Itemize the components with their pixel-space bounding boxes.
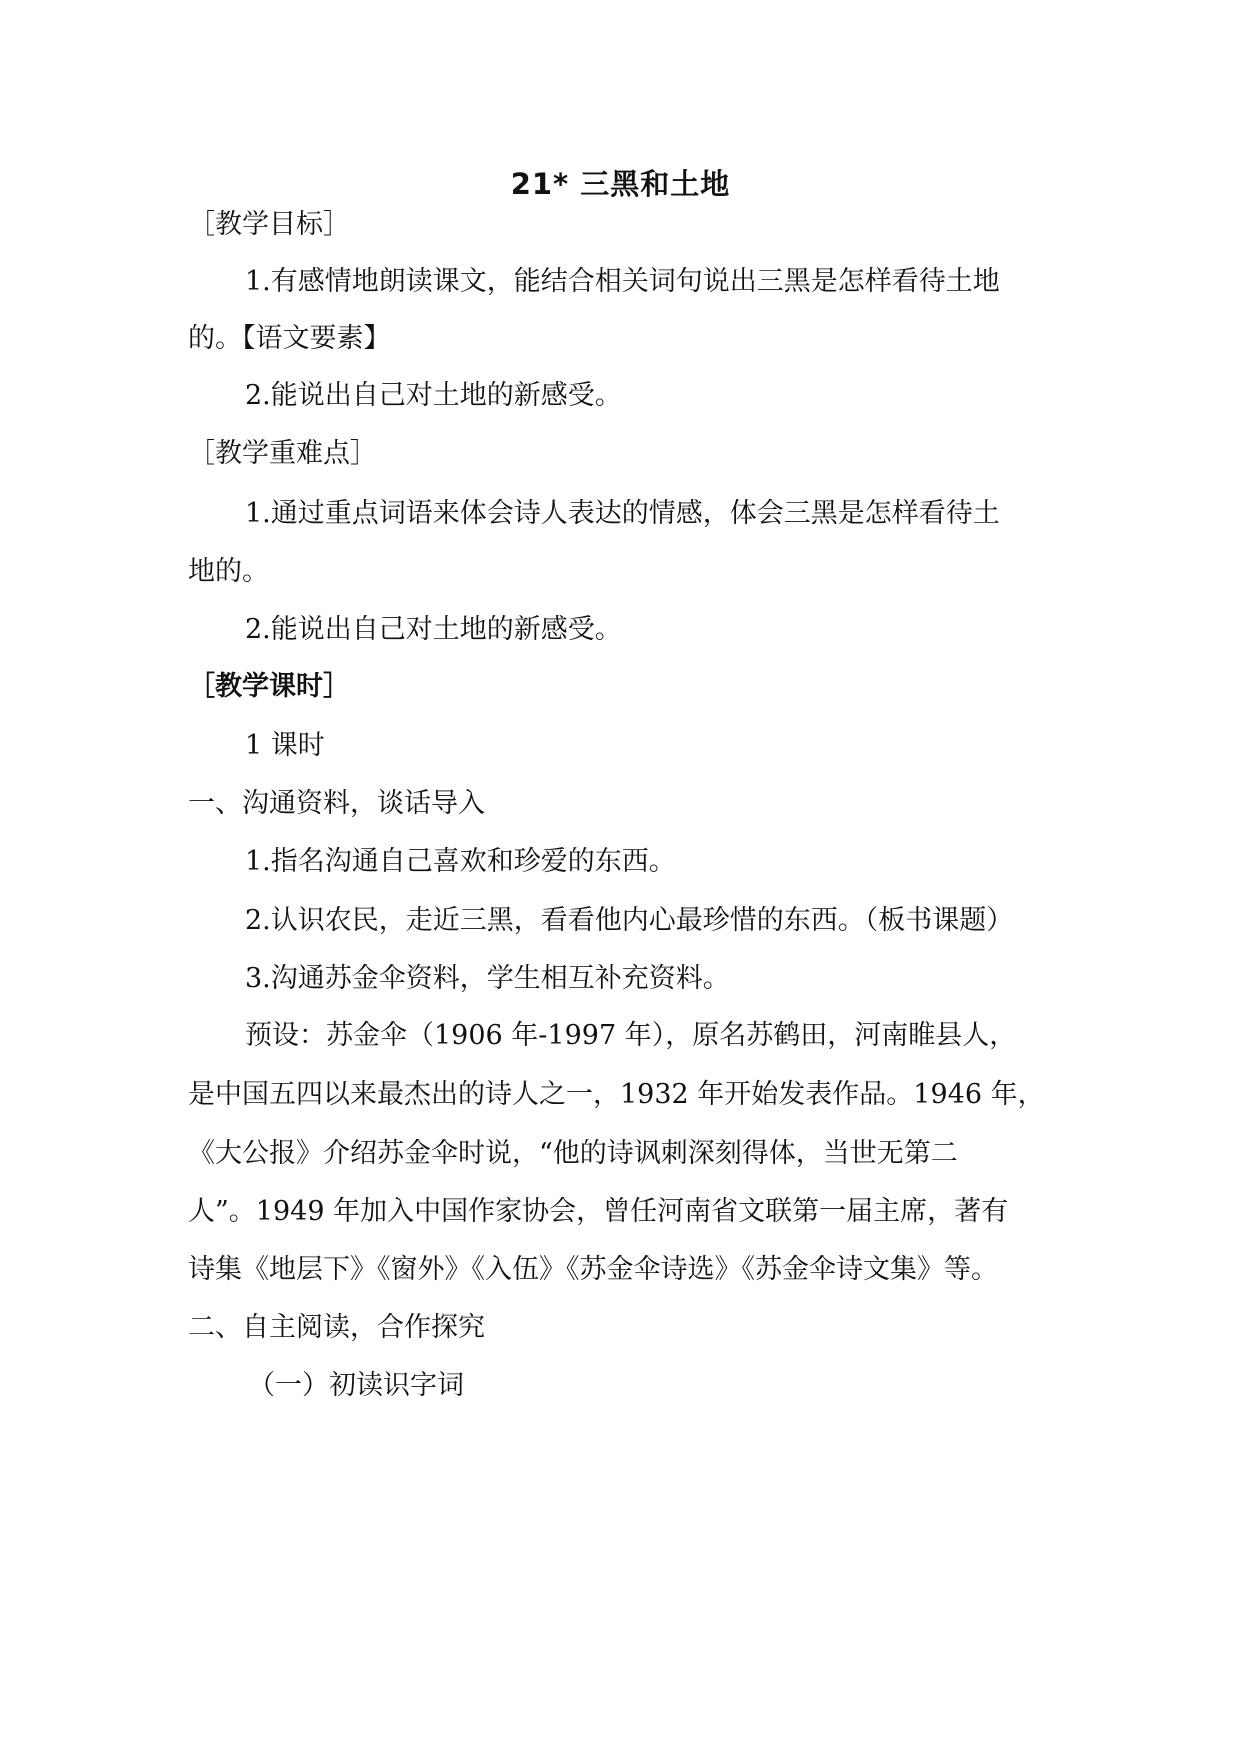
section-1-heading: 一、沟通资料，谈话导入 bbox=[188, 788, 485, 819]
section-2-heading: 二、自主阅读，合作探究 bbox=[188, 1312, 485, 1343]
goal-1-line-1: 1.有感情地朗读课文，能结合相关词句说出三黑是怎样看待土地 bbox=[245, 266, 1000, 297]
goal-1-line-2: 的。【语文要素】 bbox=[188, 323, 391, 354]
section-2-subheading: （一）初读识字词 bbox=[248, 1370, 464, 1401]
heading-teaching-goals: ［教学目标］ bbox=[188, 209, 350, 240]
heading-class-hours: ［教学课时］ bbox=[188, 671, 350, 702]
class-hours-value: 1 课时 bbox=[245, 730, 325, 761]
difficulty-1-line-2: 地的。 bbox=[188, 556, 269, 587]
section-1-item-2: 2.认识农民，走近三黑，看看他内心最珍惜的东西。（板书课题） bbox=[245, 905, 1014, 936]
preset-line-1: 预设：苏金伞（1906 年-1997 年），原名苏鹤田，河南睢县人， bbox=[245, 1020, 1017, 1051]
lesson-title: 21* 三黑和土地 bbox=[510, 167, 731, 201]
preset-line-5: 诗集《地层下》《窗外》《入伍》《苏金伞诗选》《苏金伞诗文集》等。 bbox=[188, 1254, 998, 1285]
difficulty-2: 2.能说出自己对土地的新感受。 bbox=[245, 614, 622, 645]
preset-line-3: 《大公报》介绍苏金伞时说，“他的诗讽刺深刻得体，当世无第二 bbox=[188, 1138, 958, 1169]
difficulty-1-line-1: 1.通过重点词语来体会诗人表达的情感，体会三黑是怎样看待土 bbox=[245, 498, 1000, 529]
preset-line-4: 人”。1949 年加入中国作家协会，曾任河南省文联第一届主席，著有 bbox=[188, 1196, 1009, 1227]
preset-line-2: 是中国五四以来最杰出的诗人之一，1932 年开始发表作品。1946 年， bbox=[188, 1079, 1045, 1110]
section-1-item-3: 3.沟通苏金伞资料，学生相互补充资料。 bbox=[245, 963, 730, 994]
section-1-item-1: 1.指名沟通自己喜欢和珍爱的东西。 bbox=[245, 846, 676, 877]
goal-2: 2.能说出自己对土地的新感受。 bbox=[245, 380, 622, 411]
heading-key-difficulties: ［教学重难点］ bbox=[188, 438, 377, 469]
